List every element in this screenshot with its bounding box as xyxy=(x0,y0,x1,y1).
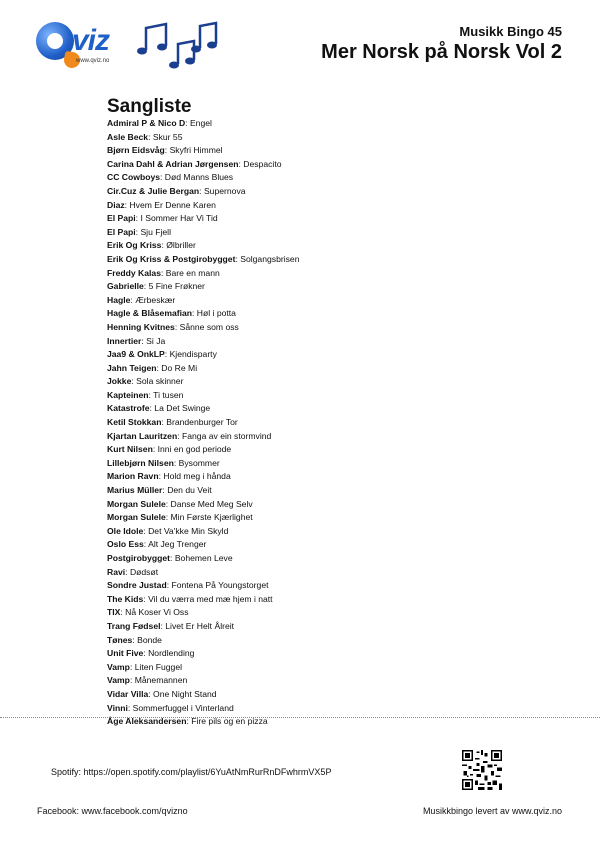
song-separator: : xyxy=(129,661,135,672)
song-title: Skyfri Himmel xyxy=(169,145,223,156)
song-title: Kjendisparty xyxy=(169,349,217,360)
song-list-item xyxy=(107,239,299,253)
song-title: Sju Fjell xyxy=(140,226,172,237)
song-artist: Henning Kvitnes xyxy=(107,321,175,332)
song-list-item xyxy=(107,511,299,525)
song-artist: Jaa9 & OnkLP xyxy=(107,349,165,360)
song-separator: : xyxy=(135,226,141,237)
song-list-item xyxy=(107,593,299,607)
song-title: Skur 55 xyxy=(152,131,183,142)
song-title: Fanga av ein stormvind xyxy=(181,430,272,441)
song-separator: : xyxy=(156,362,162,373)
song-title: Alt Jeg Trenger xyxy=(148,539,207,550)
song-title: Fontena På Youngstorget xyxy=(171,580,269,591)
song-title: Inni en god periode xyxy=(157,444,232,455)
song-artist: Tønes xyxy=(107,634,133,645)
song-title: Ærbeskær xyxy=(135,294,176,305)
song-artist: Admiral P & Nico D xyxy=(107,118,186,128)
song-title: Månemannen xyxy=(134,675,188,686)
song-artist: Trang Fødsel xyxy=(107,620,161,631)
song-separator: : xyxy=(125,566,130,577)
song-artist: Vidar Villa xyxy=(107,688,149,699)
song-artist: Katastrofe xyxy=(107,403,150,414)
song-list-item xyxy=(107,199,299,213)
song-list-item xyxy=(107,402,299,416)
song-artist: Erik Og Kriss xyxy=(107,240,162,251)
song-separator: : xyxy=(185,118,190,128)
song-list-item xyxy=(107,348,299,362)
song-artist: Åge Aleksandersen xyxy=(107,716,187,727)
song-separator: : xyxy=(148,389,154,400)
dotted-divider xyxy=(0,717,600,718)
page-title: Mer Norsk på Norsk Vol 2 xyxy=(321,41,562,63)
song-list-item xyxy=(107,294,299,308)
song-list-item xyxy=(107,280,299,294)
song-list-item xyxy=(107,416,299,430)
song-separator: : xyxy=(186,716,192,727)
song-artist: Gabrielle xyxy=(107,281,144,292)
song-title: 5 Fine Frøkner xyxy=(148,281,205,292)
song-separator: : xyxy=(164,145,170,156)
song-separator: : xyxy=(160,267,166,278)
song-artist: Innertier xyxy=(107,335,142,346)
song-separator: : xyxy=(129,675,135,686)
song-title: Brandenburger Tor xyxy=(166,417,238,428)
song-separator: : xyxy=(127,702,133,713)
song-title: Den du Veit xyxy=(167,485,212,496)
song-list-item xyxy=(107,702,299,716)
song-artist: Unit Five xyxy=(107,648,144,659)
song-separator: : xyxy=(164,349,170,360)
music-notes-icon xyxy=(132,14,222,74)
song-title: Si Ja xyxy=(146,335,166,346)
song-separator: : xyxy=(124,199,130,210)
song-list-item xyxy=(107,443,299,457)
song-list-item xyxy=(107,307,299,321)
song-title: Livet Er Helt Ålreit xyxy=(165,620,235,631)
song-separator: : xyxy=(149,403,155,414)
qviz-logo-text: viz xyxy=(72,24,110,57)
song-list-item xyxy=(107,674,299,688)
song-list-item xyxy=(107,362,299,376)
song-title: Ti tusen xyxy=(153,389,184,400)
song-separator: : xyxy=(132,634,138,645)
song-title: Bohemen Leve xyxy=(174,553,233,563)
song-artist: CC Cowboys xyxy=(107,172,160,183)
song-artist: TIX xyxy=(107,607,121,618)
song-list-item xyxy=(107,375,299,389)
song-artist: Postgirobygget xyxy=(107,553,171,563)
song-title: Supernova xyxy=(203,185,246,196)
song-list-item xyxy=(107,620,299,634)
song-list-item xyxy=(107,457,299,471)
song-title: Min Første Kjærlighet xyxy=(170,512,253,523)
song-separator: : xyxy=(131,376,137,387)
song-list-item xyxy=(107,538,299,552)
song-artist: Erik Og Kriss & Postgirobygget xyxy=(107,253,236,264)
song-artist: Jokke xyxy=(107,376,132,387)
song-separator: : xyxy=(166,580,172,591)
song-list-item xyxy=(107,389,299,403)
song-separator: : xyxy=(130,294,136,305)
song-artist: Vamp xyxy=(107,675,130,686)
song-separator: : xyxy=(165,512,171,523)
song-list-item xyxy=(107,647,299,661)
song-list-item xyxy=(107,566,299,580)
song-list-item xyxy=(107,579,299,593)
song-list-item xyxy=(107,158,299,172)
song-separator: : xyxy=(170,553,175,563)
song-list-item xyxy=(107,131,299,145)
song-artist: Lillebjørn Nilsen xyxy=(107,457,174,468)
song-separator: : xyxy=(199,185,204,196)
song-separator: : xyxy=(161,417,167,428)
song-separator: : xyxy=(120,607,126,618)
song-list-item xyxy=(107,267,299,281)
song-list-item xyxy=(107,171,299,185)
qviz-logo-url: www.qviz.no xyxy=(76,58,110,64)
song-separator: : xyxy=(143,648,149,659)
song-list-item xyxy=(107,470,299,484)
spotify-link[interactable]: Spotify: https://open.spotify.com/playlist/6YuAtNmRurRnDFwhrmVX5P xyxy=(51,767,332,777)
song-separator: : xyxy=(143,525,149,536)
song-artist: Hagle xyxy=(107,294,131,305)
song-title: Ølbriller xyxy=(166,240,196,251)
song-artist: Kurt Nilsen xyxy=(107,444,153,455)
song-separator: : xyxy=(148,688,154,699)
song-artist: The Kids xyxy=(107,593,144,604)
song-list-item xyxy=(107,484,299,498)
song-title: One Night Stand xyxy=(153,688,217,699)
song-artist: Kapteinen xyxy=(107,389,149,400)
song-list-item xyxy=(107,525,299,539)
song-title: Fire pils og en pizza xyxy=(191,716,268,727)
song-list-item xyxy=(107,606,299,620)
song-separator: : xyxy=(143,539,149,550)
song-artist: El Papi xyxy=(107,213,136,224)
song-separator: : xyxy=(158,471,164,482)
song-title: Danse Med Meg Selv xyxy=(170,498,253,509)
song-artist: Vamp xyxy=(107,661,130,672)
song-list xyxy=(107,117,299,729)
song-title: Hold meg i hånda xyxy=(163,471,231,482)
song-separator: : xyxy=(177,430,182,441)
song-title: Despacito xyxy=(243,158,282,169)
song-separator: : xyxy=(141,335,147,346)
bingo-number: Musikk Bingo 45 xyxy=(459,24,562,39)
song-title: Det Va'kke Min Skyld xyxy=(148,525,229,536)
song-title: Høl i potta xyxy=(196,308,236,319)
song-title: Sommerfuggel i Vinterland xyxy=(132,702,234,713)
song-title: Engel xyxy=(189,118,212,128)
song-list-item xyxy=(107,661,299,675)
song-artist: Carina Dahl & Adrian Jørgensen xyxy=(107,158,239,169)
song-title: Nå Koser Vi Oss xyxy=(125,607,189,618)
song-title: Dødsøt xyxy=(129,566,159,577)
song-separator: : xyxy=(192,308,197,319)
song-separator: : xyxy=(152,444,158,455)
song-separator: : xyxy=(148,131,153,142)
song-title: Bysommer xyxy=(178,457,220,468)
song-separator: : xyxy=(165,498,171,509)
facebook-link[interactable]: Facebook: www.facebook.com/qvizno xyxy=(37,806,188,816)
song-artist: Cir.Cuz & Julie Bergan xyxy=(107,185,200,196)
header xyxy=(321,24,562,64)
song-title: Liten Fuggel xyxy=(134,661,183,672)
song-list-item xyxy=(107,335,299,349)
song-artist: Sondre Justad xyxy=(107,580,167,591)
song-list-item xyxy=(107,144,299,158)
song-artist: El Papi xyxy=(107,226,136,237)
song-separator: : xyxy=(173,457,179,468)
song-title: Død Manns Blues xyxy=(164,172,234,183)
song-list-title: Sangliste xyxy=(107,96,192,117)
song-list-item xyxy=(107,634,299,648)
credit-text: Musikkbingo levert av www.qviz.no xyxy=(422,806,562,816)
song-separator: : xyxy=(143,593,149,604)
song-title: Bonde xyxy=(137,634,162,645)
song-artist: Diaz xyxy=(107,199,125,210)
song-list-item xyxy=(107,688,299,702)
song-artist: Ole Idole xyxy=(107,525,144,536)
song-list-item xyxy=(107,185,299,199)
song-separator: : xyxy=(162,485,168,496)
song-separator: : xyxy=(160,620,166,631)
song-artist: Freddy Kalas xyxy=(107,267,161,278)
song-title: Do Re Mi xyxy=(161,362,198,373)
song-separator: : xyxy=(174,321,180,332)
song-title: Bare en mann xyxy=(165,267,220,278)
song-title: Sola skinner xyxy=(136,376,184,387)
song-list-item xyxy=(107,552,299,566)
song-separator: : xyxy=(135,213,141,224)
song-artist: Hagle & Blåsemafian xyxy=(107,308,193,319)
song-artist: Kjartan Lauritzen xyxy=(107,430,178,441)
song-list-item xyxy=(107,212,299,226)
song-title: Sånne som oss xyxy=(179,321,239,332)
song-artist: Marion Ravn xyxy=(107,471,159,482)
song-artist: Bjørn Eidsvåg xyxy=(107,145,165,156)
song-artist: Vinni xyxy=(107,702,128,713)
song-list-item xyxy=(107,321,299,335)
song-list-item xyxy=(107,498,299,512)
song-separator: : xyxy=(143,281,149,292)
song-title: La Det Swinge xyxy=(154,403,211,414)
song-title: Nordlending xyxy=(148,648,195,659)
song-list-item xyxy=(107,226,299,240)
song-list-item xyxy=(107,117,299,131)
qviz-logo xyxy=(36,18,126,70)
song-artist: Marius Müller xyxy=(107,485,163,496)
song-title: I Sommer Har Vi Tid xyxy=(140,213,218,224)
song-list-item xyxy=(107,253,299,267)
song-list-item xyxy=(107,430,299,444)
song-separator: : xyxy=(160,172,165,183)
qr-code-icon xyxy=(462,750,502,790)
song-artist: Ravi xyxy=(107,566,126,577)
song-artist: Asle Beck xyxy=(107,131,149,142)
song-artist: Morgan Sulele xyxy=(107,498,166,509)
song-title: Hvem Er Denne Karen xyxy=(129,199,216,210)
song-title: Vil du værra med mæ hjem i natt xyxy=(148,593,273,604)
song-artist: Ketil Stokkan xyxy=(107,417,162,428)
song-separator: : xyxy=(238,158,244,169)
song-artist: Oslo Ess xyxy=(107,539,144,550)
song-title: Solgangsbrisen xyxy=(240,253,300,264)
song-separator: : xyxy=(235,253,241,264)
song-artist: Morgan Sulele xyxy=(107,512,166,523)
song-separator: : xyxy=(161,240,167,251)
song-artist: Jahn Teigen xyxy=(107,362,157,373)
